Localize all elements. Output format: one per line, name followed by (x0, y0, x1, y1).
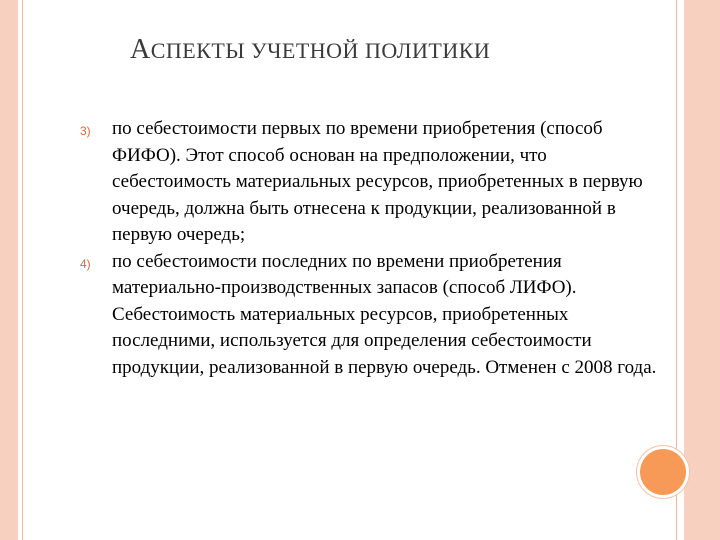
list-item-number: 3) (80, 124, 91, 138)
list-item (80, 116, 660, 249)
slide-content (80, 116, 660, 381)
list-item-text: по себестоимости первых по времени приобретения (способ ФИФО). Этот способ основан на предположении, что себестоимость материальных ресурсов, приобретенных в первую очередь, должна быть отнесена к продукции, реализованной в первую очередь; (112, 118, 643, 245)
slide-title-initial: А (130, 34, 151, 65)
list-item (80, 249, 660, 382)
left-border-line (22, 0, 23, 540)
list-item-number: 4) (80, 256, 91, 271)
list-item-text: по себестоимости последних по времени приобретения материально-производственных запасов (способ ЛИФО). Себестоимость материальных ресурсов, приобретенных последними, используется для определения себестоимости продукции, реализованной в первую очередь. Отменен с 2008 года. (112, 250, 657, 378)
slide-title (130, 34, 490, 66)
decorative-circle-icon (640, 449, 686, 495)
slide-title-rest: СПЕКТЫ УЧЕТНОЙ ПОЛИТИКИ (150, 38, 491, 63)
left-border-decoration (0, 0, 18, 540)
right-border-decoration (684, 0, 720, 540)
